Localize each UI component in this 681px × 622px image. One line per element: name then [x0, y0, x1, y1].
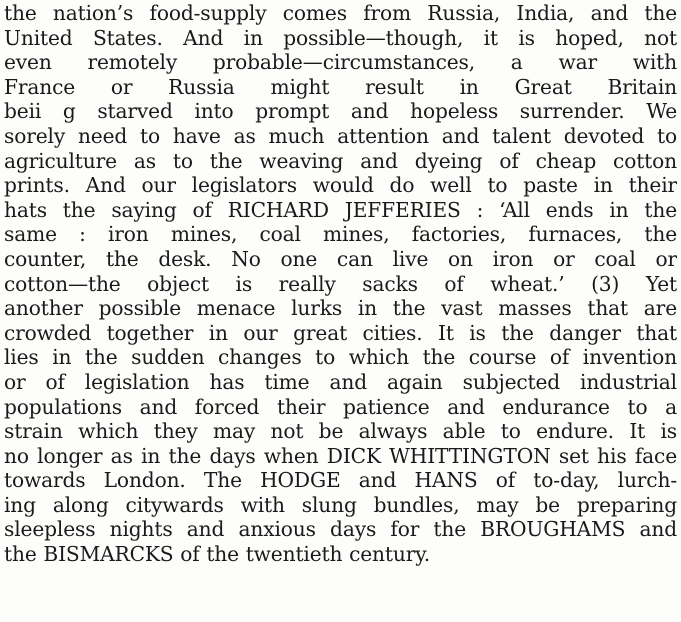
text-line: United States. And in possible—though, it is hoped, not — [4, 25, 677, 50]
text-line: counter, the desk. No one can live on iron or coal or — [4, 246, 677, 271]
text-line: prints. And our legislators would do well to paste in their — [4, 173, 677, 198]
text-line: ing along citywards with slung bundles, may be preparing — [4, 492, 677, 517]
text-line: no longer as in the days when DICK WHITTINGTON set his face — [4, 443, 677, 468]
text-line: crowded together in our great cities. It is the danger that — [4, 320, 677, 345]
text-line: sorely need to have as much attention and talent devoted to — [4, 123, 677, 148]
text-line: agriculture as to the weaving and dyeing of cheap cotton — [4, 148, 677, 173]
text-line: or of legislation has time and again subjected industrial — [4, 369, 677, 394]
text-line: another possible menace lurks in the vast masses that are — [4, 296, 677, 321]
text-line: beii g starved into prompt and hopeless surrender. We — [4, 99, 677, 124]
text-line: hats the saying of RICHARD JEFFERIES : ‘All ends in the — [4, 197, 677, 222]
text-line: populations and forced their patience and endurance to a — [4, 394, 677, 419]
text-line: strain which they may not be always able to endure. It is — [4, 419, 677, 444]
text-line: towards London. The HODGE and HANS of to-day, lurch- — [4, 468, 677, 493]
text-line: cotton—the object is really sacks of wheat.’ (3) Yet — [4, 271, 677, 296]
text-line: sleepless nights and anxious days for the BROUGHAMS and — [4, 517, 677, 542]
text-line: France or Russia might result in Great Britain — [4, 74, 677, 99]
article-text — [4, 1, 677, 567]
text-line: same : iron mines, coal mines, factories, furnaces, the — [4, 222, 677, 247]
text-line: lies in the sudden changes to which the course of invention — [4, 345, 677, 370]
text-line: the nation’s food-supply comes from Russia, India, and the — [4, 1, 677, 25]
text-line-last: the BISMARCKS of the twentieth century. — [4, 542, 431, 567]
text-line: even remotely probable—circumstances, a war with — [4, 50, 677, 75]
